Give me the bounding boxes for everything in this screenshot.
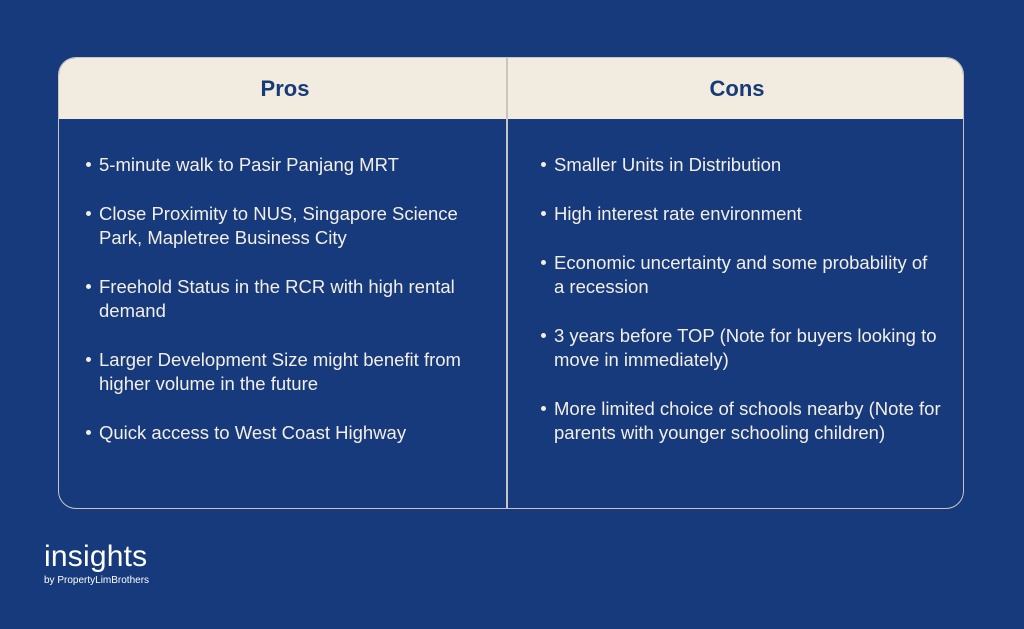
cons-item [541,251,941,299]
bullet-icon [541,162,546,167]
bullet-icon [86,430,91,435]
cons-item [541,153,941,177]
cons-item-text: Economic uncertainty and some probability of a recession [554,252,928,297]
cons-item [541,202,941,226]
cons-header: Cons [709,75,765,101]
cons-item [541,397,941,445]
bullet-icon [541,333,546,338]
bullet-icon [541,211,546,216]
pros-item-text: Quick access to West Coast Highway [99,422,407,443]
pros-item-text: Freehold Status in the RCR with high rental demand [99,276,455,321]
cons-item-text: 3 years before TOP (Note for buyers looking to move in immediately) [554,325,937,370]
pros-item-text: Larger Development Size might benefit from higher volume in the future [99,349,461,394]
pros-item [86,153,486,177]
bullet-icon [541,260,546,265]
cons-column [541,153,941,470]
bullet-icon [541,406,546,411]
pros-header: Pros [260,75,310,101]
pros-item [86,275,486,323]
pros-item-text: Close Proximity to NUS, Singapore Science Park, Mapletree Business City [99,203,458,248]
pros-item [86,421,486,445]
pros-item-text: 5-minute walk to Pasir Panjang MRT [99,154,399,175]
pros-cons-table [58,57,964,509]
bullet-icon [86,162,91,167]
pros-item [86,202,486,250]
table-header-row [59,58,963,119]
column-divider [506,58,508,508]
bullet-icon [86,284,91,289]
pros-column [86,153,486,470]
cons-item-text: High interest rate environment [554,203,802,224]
cons-item-text: Smaller Units in Distribution [554,154,782,175]
brand-logo [44,541,149,586]
cons-item [541,324,941,372]
cons-item-text: More limited choice of schools nearby (Note for parents with younger schooling children) [554,398,941,443]
cons-list [541,153,941,445]
brand-title: insights [44,540,148,573]
brand-subtitle: by PropertyLimBrothers [44,575,150,586]
bullet-icon [86,357,91,362]
pros-list [86,153,486,445]
pros-item [86,348,486,396]
bullet-icon [86,211,91,216]
